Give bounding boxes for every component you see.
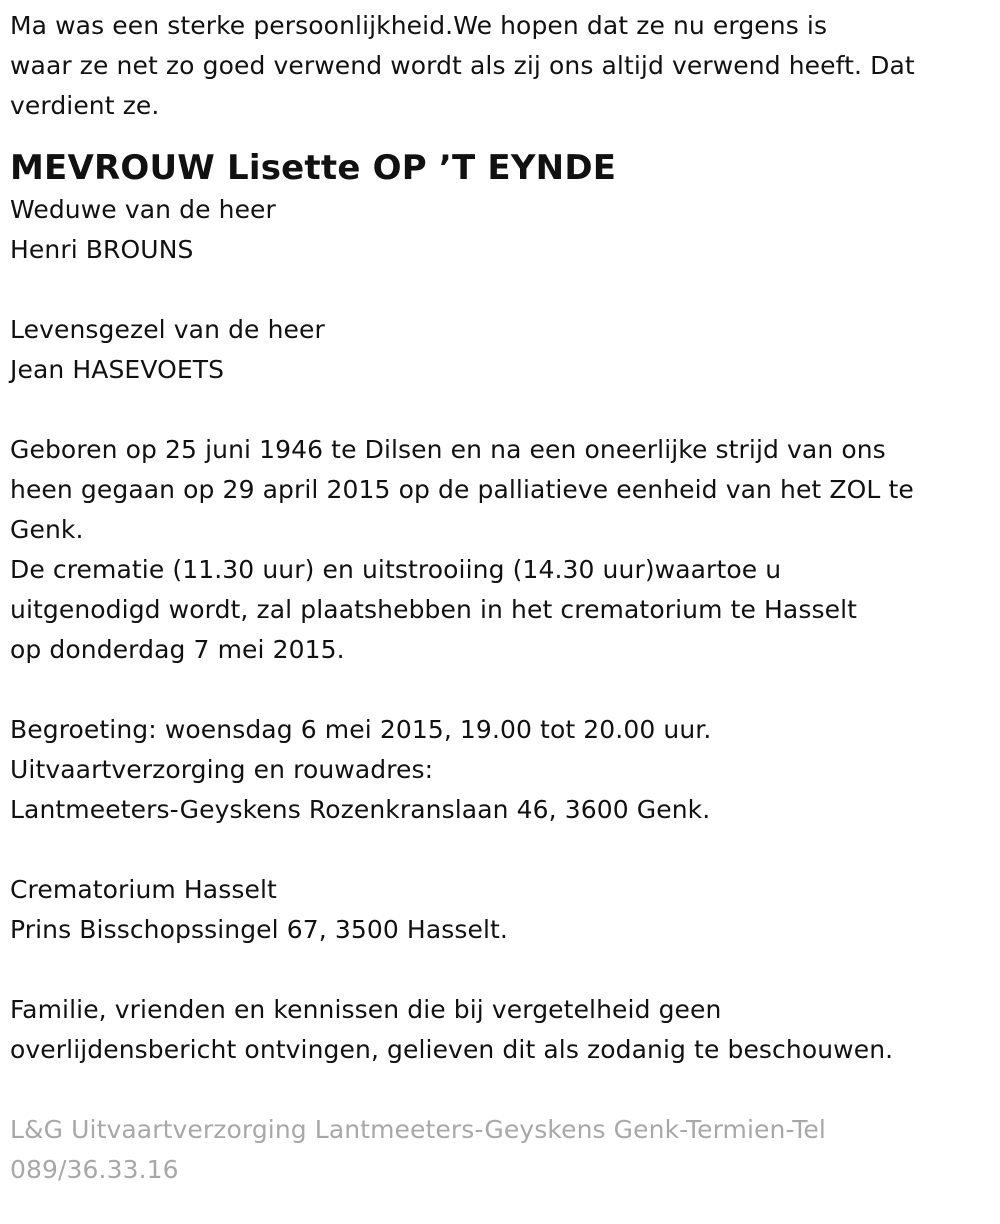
intro-paragraph <box>10 6 1000 126</box>
details-line: De crematie (11.30 uur) en uitstrooiing (14.30 uur)waartoe u <box>10 555 782 584</box>
partner-line: Jean HASEVOETS <box>10 355 225 384</box>
spacer <box>10 670 1000 710</box>
partner-line: Levensgezel van de heer <box>10 315 325 344</box>
greeting-block <box>10 710 1000 830</box>
footer-line: L&G Uitvaartverzorging Lantmeeters-Geyskens Genk-Termien-Tel <box>10 1115 826 1144</box>
partner-block <box>10 310 1000 390</box>
footer-line: 089/36.33.16 <box>10 1155 179 1184</box>
family-note-line: overlijdensbericht ontvingen, gelieven dit als zodanig te beschouwen. <box>10 1035 894 1064</box>
widow-line: Henri BROUNS <box>10 235 194 264</box>
spacer <box>10 390 1000 430</box>
deceased-name-title: MEVROUW Lisette OP ’T EYNDE <box>10 148 617 188</box>
spacer <box>10 1070 1000 1110</box>
crematorium-line: Prins Bisschopssingel 67, 3500 Hasselt. <box>10 915 508 944</box>
intro-line: Ma was een sterke persoonlijkheid.We hopen dat ze nu ergens is <box>10 11 828 40</box>
spacer <box>10 270 1000 310</box>
crematorium-line: Crematorium Hasselt <box>10 875 277 904</box>
widow-block <box>10 190 1000 270</box>
greeting-line: Begroeting: woensdag 6 mei 2015, 19.00 tot 20.00 uur. <box>10 715 712 744</box>
greeting-line: Lantmeeters-Geyskens Rozenkranslaan 46, 3600 Genk. <box>10 795 711 824</box>
details-line: Genk. <box>10 515 84 544</box>
details-paragraph <box>10 430 1000 670</box>
widow-line: Weduwe van de heer <box>10 195 276 224</box>
spacer <box>10 950 1000 990</box>
details-line: Geboren op 25 juni 1946 te Dilsen en na een oneerlijke strijd van ons <box>10 435 886 464</box>
footer-credit <box>10 1110 1000 1190</box>
family-note-line: Familie, vrienden en kennissen die bij vergetelheid geen <box>10 995 722 1024</box>
family-note-block <box>10 990 1000 1070</box>
spacer <box>10 830 1000 870</box>
details-line: op donderdag 7 mei 2015. <box>10 635 345 664</box>
intro-line: waar ze net zo goed verwend wordt als zij ons altijd verwend heeft. Dat <box>10 51 915 80</box>
details-line: uitgenodigd wordt, zal plaatshebben in het crematorium te Hasselt <box>10 595 858 624</box>
intro-line: verdient ze. <box>10 91 160 120</box>
details-line: heen gegaan op 29 april 2015 op de palliatieve eenheid van het ZOL te <box>10 475 914 504</box>
greeting-line: Uitvaartverzorging en rouwadres: <box>10 755 434 784</box>
crematorium-block <box>10 870 1000 950</box>
